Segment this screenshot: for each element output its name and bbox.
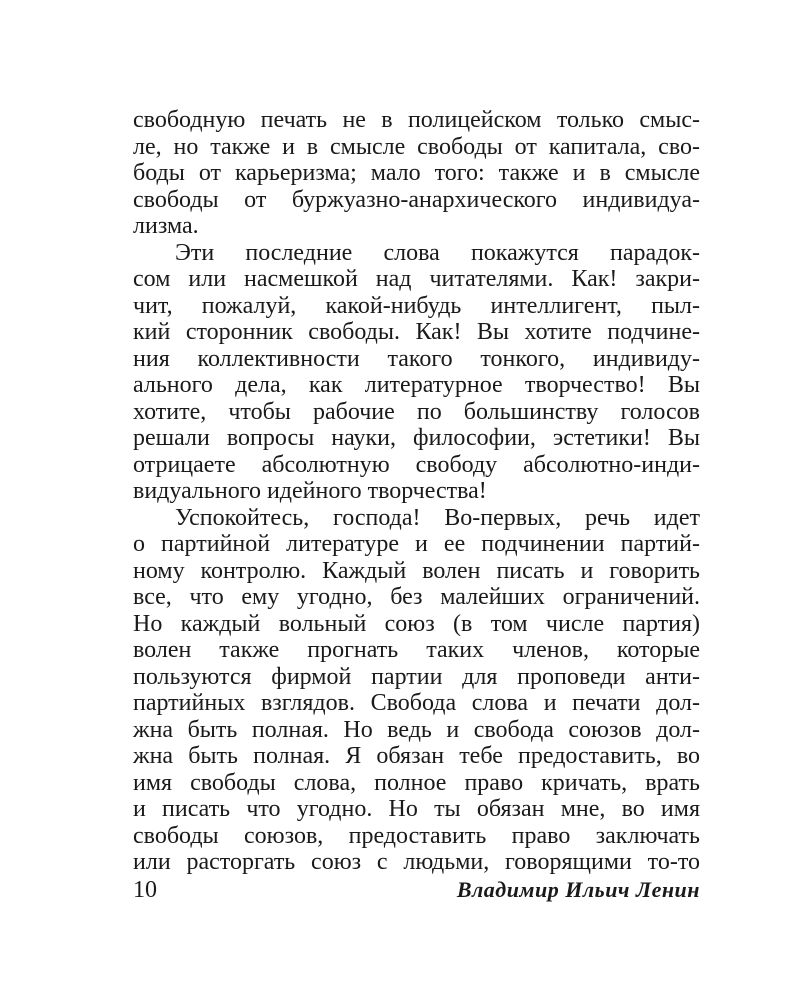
text-line: волен также прогнать таких членов, которые [133, 637, 700, 663]
text-line: и писать что угодно. Но ты обязан мне, во имя [133, 796, 700, 822]
text-line: ния коллективности такого тонкого, индивиду- [133, 345, 700, 372]
text-line: отрицаете абсолютную свободу абсолютно-инди- [133, 451, 700, 478]
text-line: о партийной литературе и ее подчинении партий- [133, 531, 700, 557]
text-line: кий сторонник свободы. Как! Вы хотите подчине- [133, 319, 700, 345]
text-line: все, что ему угодно, без малейших ограничений. [133, 584, 700, 610]
text-line: пользуются фирмой партии для проповеди анти- [133, 663, 700, 690]
text-line: ле, но также и в смысле свободы от капитала, сво- [133, 133, 700, 160]
text-line: хотите, чтобы рабочие по большинству голосов [133, 398, 700, 425]
text-line: лизма. [133, 213, 199, 239]
text-line: партийных взглядов. Свобода слова и печати дол- [133, 690, 700, 716]
text-line: жна быть полная. Но ведь и свобода союзов дол- [133, 716, 700, 743]
text-line: ального дела, как литературное творчество! Вы [133, 372, 700, 398]
paragraph-2 [133, 240, 700, 505]
text-line: решали вопросы науки, философии, эстетики! Вы [133, 425, 700, 451]
text-line: ному контролю. Каждый волен писать и говорить [133, 557, 700, 584]
text-line: Но каждый вольный союз (в том числе партия) [133, 610, 700, 637]
paragraph-1 [133, 107, 700, 240]
text-line: Эти последние слова покажутся парадок- [175, 239, 700, 266]
running-author: Владимир Ильич Ленин [456, 877, 700, 902]
text-line: жна быть полная. Я обязан тебе предоставить, во [133, 743, 700, 769]
body-text [133, 107, 700, 876]
text-line: или расторгать союз с людьми, говорящими то-то [133, 849, 700, 875]
text-line: имя свободы слова, полное право кричать, врать [133, 769, 700, 796]
paragraph-3 [133, 505, 700, 876]
text-line: сом или насмешкой над читателями. Как! закри- [133, 266, 700, 292]
text-line: свободы от буржуазно-анархического индивидуа- [133, 186, 700, 213]
text-line: свободы союзов, предоставить право заключать [133, 822, 700, 849]
text-line: чит, пожалуй, какой-нибудь интеллигент, пыл- [133, 292, 700, 319]
text-line: видуального идейного творчества! [133, 478, 487, 504]
text-line: свободную печать не в полицейском только смыс- [133, 107, 700, 133]
text-line: боды от карьеризма; мало того: также и в смысле [133, 160, 700, 186]
page-footer [133, 877, 700, 907]
page-number: 10 [133, 877, 157, 903]
text-line: Успокойтесь, господа! Во-первых, речь идет [175, 504, 700, 531]
